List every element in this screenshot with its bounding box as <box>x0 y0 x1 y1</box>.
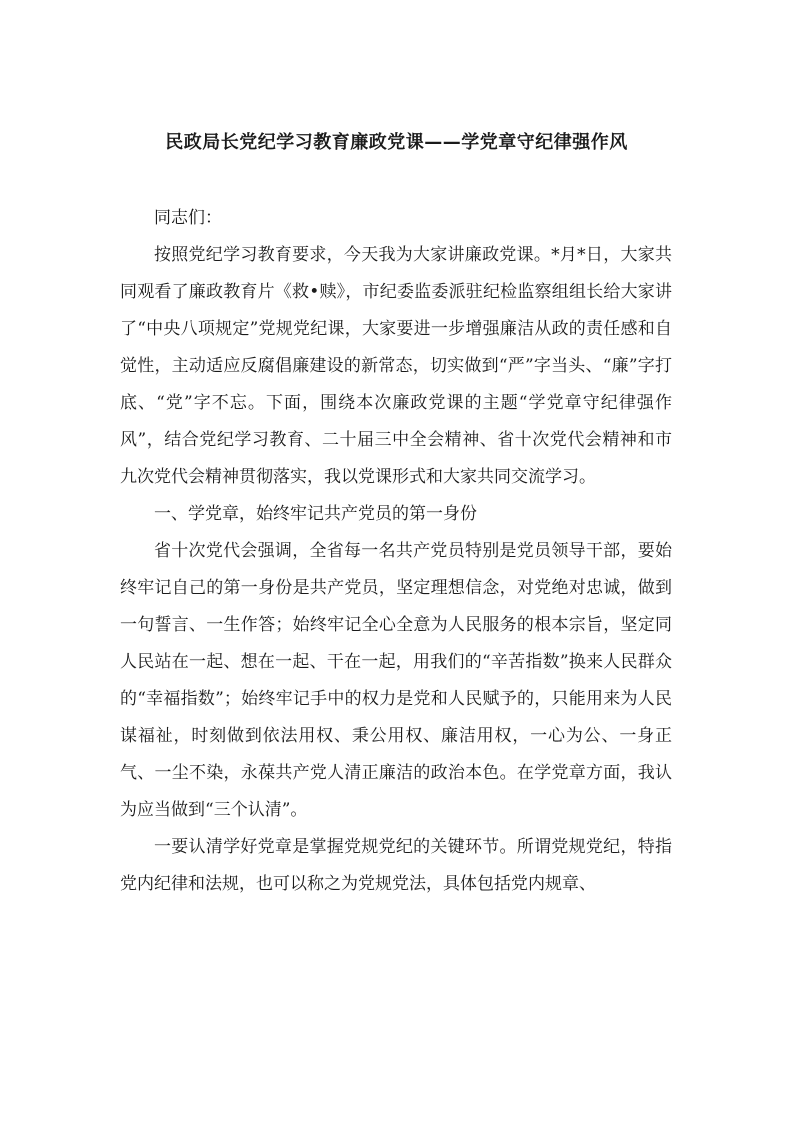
salutation-paragraph: 同志们： <box>154 208 222 228</box>
document-title: 民政局长党纪学习教育廉政党课——学党章守纪律强作风 <box>165 132 628 153</box>
intro-paragraph: 按照党纪学习教育要求，今天我为大家讲廉政党课。*月*日，大家共同观看了廉政教育片《救•赎》，市纪委监委派驻纪检监察组组长给大家讲了“中央八项规定”党规党纪课，大家要进一步增强廉洁从政的责任感和自觉性，主动适应反腐倡廉建设的新常态，切实做到“严”字当头、“廉”字打底、“党”字不忘。下面，围绕本次廉政党课的主题“学党章守纪律强作风”，结合党纪学习教育、二十届三中全会精神、省十次党代会精神和市九次党代会精神贯彻落实，我以党课形式和大家共同交流学习。 <box>120 245 672 487</box>
body-paragraph: 一要认清学好党章是掌握党规党纪的关键环节。所谓党规党纪，特指党内纪律和法规，也可以称之为党规党法，具体包括党内规章、 <box>120 837 672 894</box>
section-heading: 一、学党章，始终牢记共产党员的第一身份 <box>154 504 477 524</box>
document-body <box>120 200 672 903</box>
body-paragraph: 省十次党代会强调，全省每一名共产党员特别是党员领导干部，要始终牢记自己的第一身份是共产党员，坚定理想信念，对党绝对忠诚，做到一句誓言、一生作答；始终牢记全心全意为人民服务的根本宗旨，坚定同人民站在一起、想在一起、干在一起，用我们的“辛苦指数”换来人民群众的“幸福指数”；始终牢记手中的权力是党和人民赋予的，只能用来为人民谋福祉，时刻做到依法用权、秉公用权、廉洁用权，一心为公、一身正气、一尘不染，永葆共产党人清正廉洁的政治本色。在学党章方面，我认为应当做到“三个认清”。 <box>120 541 672 820</box>
